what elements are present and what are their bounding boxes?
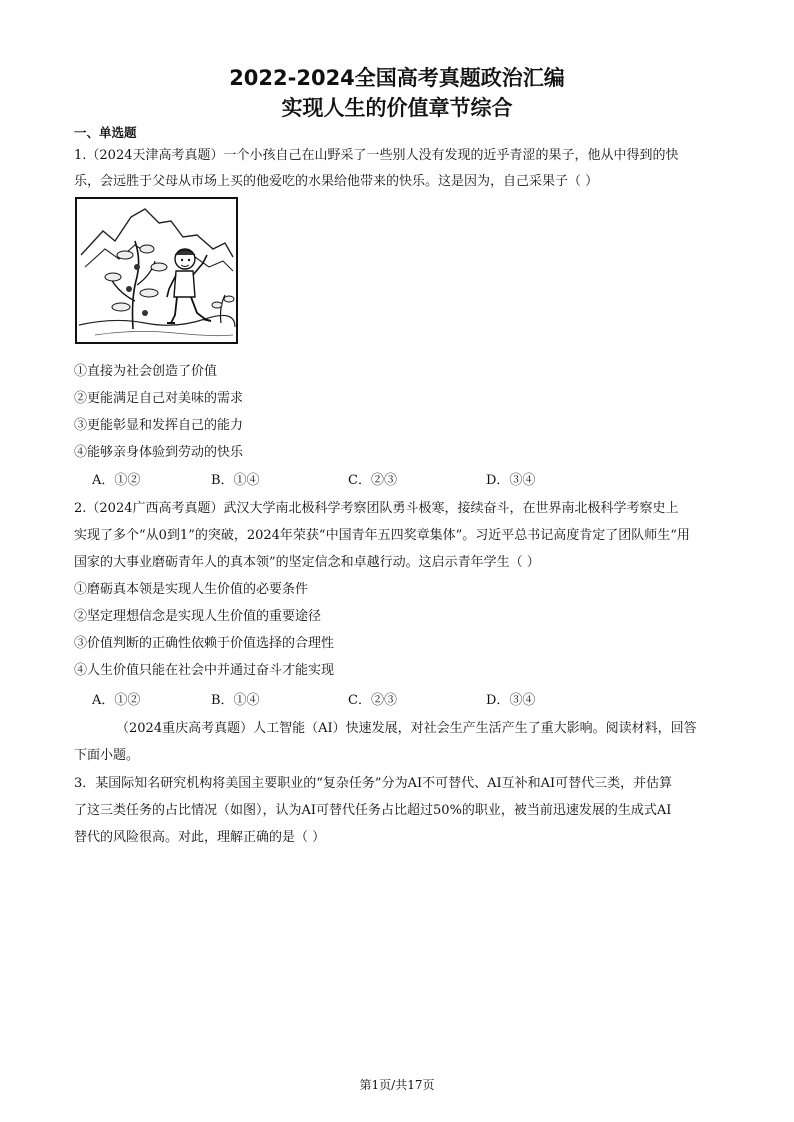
q3-stem-line3: 替代的风险很高。对此，理解正确的是（ ） (74, 830, 326, 845)
page-number-footer: 第1页/共17页 (359, 1078, 435, 1092)
q2-option-a: A．①② (92, 693, 141, 708)
q1-option-b: B．①④ (211, 473, 260, 488)
q2-option-c: C．②③ (348, 693, 397, 708)
boy-picking-fruit-illustration (75, 197, 238, 344)
q2-option-d: D．③④ (486, 693, 536, 708)
q1-stem-line2: 乐，会远胜于父母从市场上买的他爱吃的水果给他带来的快乐。这是因为，自己采果子（ ） (74, 174, 599, 189)
document-subtitle: 实现人生的价值章节综合 (281, 96, 513, 120)
q1-option-c: C．②③ (348, 473, 397, 488)
material-intro-line1: （2024重庆高考真题）人工智能（AI）快速发展，对社会生产生活产生了重大影响。阅读材料，回答 (116, 721, 697, 736)
q1-statement-1: ①直接为社会创造了价值 (74, 364, 218, 379)
q3-stem-line1: 3．某国际知名研究机构将美国主要职业的“复杂任务”分为AI不可替代、AI互补和AI可替代三类，并估算 (74, 776, 673, 791)
q2-statement-4: ④人生价值只能在社会中并通过奋斗才能实现 (74, 663, 335, 678)
q2-option-b: B．①④ (211, 693, 260, 708)
q1-statement-3: ③更能彰显和发挥自己的能力 (74, 418, 244, 433)
q1-option-d: D．③④ (486, 473, 536, 488)
material-intro-line2: 下面小题。 (74, 748, 140, 763)
q2-stem-line1: 2.（2024广西高考真题）武汉大学南北极科学考察团队勇斗极寒，接续奋斗，在世界南北极科学考察史上 (74, 501, 679, 516)
q2-stem-line2: 实现了多个“从0到1”的突破，2024年荣获“中国青年五四奖章集体”。习近平总书记高度肯定了团队师生“用 (74, 528, 690, 543)
q1-statement-2: ②更能满足自己对美味的需求 (74, 391, 244, 406)
document-title: 2022-2024全国高考真题政治汇编 (229, 66, 565, 90)
q1-stem-line1: 1.（2024天津高考真题）一个小孩自己在山野采了一些别人没有发现的近乎青涩的果子，他从中得到的快 (74, 148, 679, 163)
section-heading: 一、单选题 (74, 125, 137, 140)
q1-option-a: A．①② (92, 473, 141, 488)
q3-stem-line2: 了这三类任务的占比情况（如图），认为AI可替代任务占比超过50%的职业，被当前迅速发展的生成式AI (74, 803, 672, 818)
q1-statement-4: ④能够亲身体验到劳动的快乐 (74, 445, 244, 460)
q2-statement-1: ①磨砺真本领是实现人生价值的必要条件 (74, 582, 309, 597)
q2-stem-line3: 国家的大事业磨砺青年人的真本领”的坚定信念和卓越行动。这启示青年学生（ ） (74, 555, 540, 570)
q2-statement-3: ③价值判断的正确性依赖于价值选择的合理性 (74, 636, 335, 651)
q2-statement-2: ②坚定理想信念是实现人生价值的重要途径 (74, 609, 322, 624)
